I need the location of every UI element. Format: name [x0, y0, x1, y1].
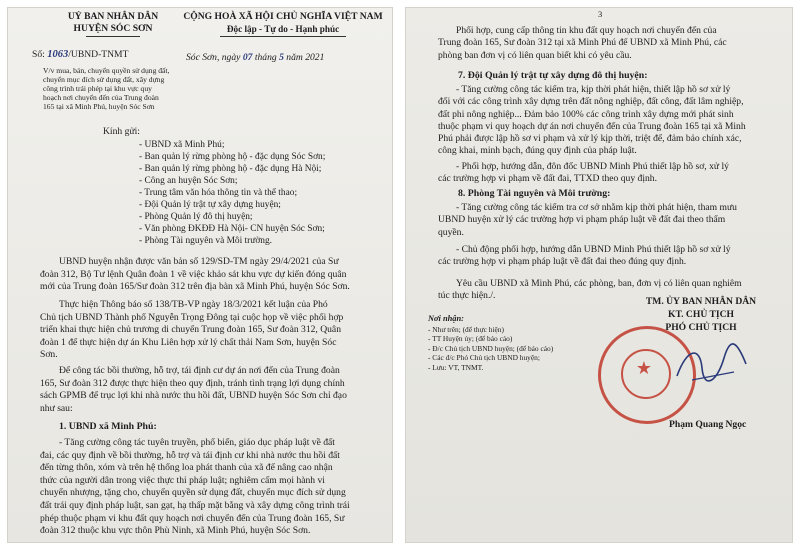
recipient-item: - Đ/c Chủ tịch UBND huyện; (để báo cáo)	[428, 343, 554, 353]
recipient-item: - Ban quản lý rừng phòng hộ - đặc dụng Sóc Sơn;	[139, 152, 326, 162]
section-body: - Chủ động phối hợp, hướng dẫn UBND Minh Phú thiết lập hồ sơ xử lý các trường hợp vi phạm pháp luật về đất đai theo đúng quy định.	[438, 244, 731, 268]
signer-name: Phạm Quang Ngọc	[669, 419, 747, 430]
star-icon: ★	[635, 358, 653, 378]
recipient-item: - Các đ/c Phó Chủ tịch UBND huyện;	[428, 353, 540, 363]
handwritten-signature-icon	[672, 338, 752, 388]
nation-title: CỘNG HOÀ XÃ HỘI CHỦ NGHĨA VIỆT NAM	[183, 11, 383, 22]
recipient-item: - Công an huyện Sóc Sơn;	[139, 176, 238, 186]
paragraph-reference: Thực hiện Thông báo số 138/TB-VP ngày 18/3/2021 kết luận của Phó Chủ tịch UBND Thành phố Nguyễn Trọng Đông tại cuộc họp về việc phối hợp triển khai thực hiện chủ trương di chuyển Trung đoàn 165, Sư đoàn 312, Quân đoàn 1 để thực hiện dự án Khu Liên hợp xử lý chất thải Nam Sơn, huyện Sóc Sơn.	[40, 299, 344, 360]
page-number: 3	[598, 9, 603, 19]
paragraph-intro: UBND huyện nhận được văn bản số 129/SD-TM ngày 29/4/2021 của Sư đoàn 312, Bộ Tư lệnh Quân đoàn 1 về việc khảo sát khu vực dự kiến đóng quân mới của Trung đoàn 165/Sư đoàn 312 trên địa bàn xã Minh Phú, huyện Sóc Sơn.	[40, 256, 350, 292]
recipient-item: - Phòng Quản lý đô thị huyện;	[139, 212, 253, 222]
subject-line: chuyển mục đích sử dụng đất, xây dựng	[43, 75, 165, 84]
issuer-line-2: HUYỆN SÓC SƠN	[73, 23, 153, 34]
recipient-item: - Như trên; (để thực hiện)	[428, 325, 504, 334]
date-month-handwritten: 5	[279, 52, 284, 63]
signature-title-2: PHÓ CHỦ TỊCH	[665, 322, 737, 333]
doc-number-handwritten: 1063	[47, 49, 69, 60]
subject-line: 165 tại xã Minh Phú, huyện Sóc Sơn	[43, 102, 155, 111]
doc-number	[32, 49, 128, 61]
recipients-title: Nơi nhận:	[428, 314, 464, 323]
issuer-underline	[86, 36, 140, 37]
closing-request: Yêu cầu UBND xã Minh Phú, các phòng, ban, đơn vị có liên quan nghiêm túc thực hiện./.	[438, 278, 742, 302]
subject-line: công trình trái phép tại khu vực quy	[43, 84, 152, 93]
subject-line: V/v mua, bán, chuyển quyền sử dụng đất,	[43, 66, 170, 75]
section-heading: 7. Đội Quản lý trật tự xây dựng đô thị huyện:	[458, 70, 648, 81]
signature-title-1: KT. CHỦ TỊCH	[667, 309, 734, 320]
recipient-item: - Văn phòng ĐKĐĐ Hà Nội- CN huyện Sóc Sơn;	[139, 224, 325, 234]
section-heading: 1. UBND xã Minh Phú:	[59, 421, 157, 432]
issuer-line-1: UỶ BAN NHÂN DÂN	[67, 11, 159, 22]
recipient-item: - UBND xã Minh Phú;	[139, 140, 225, 150]
signature-org: TM. ỦY BAN NHÂN DÂN	[645, 296, 757, 307]
recipient-item: - TT Huyện ủy; (để báo cáo)	[428, 334, 513, 344]
section-body: - Phối hợp, hướng dẫn, đôn đốc UBND Minh Phú thiết lập hồ sơ, xử lý các trường hợp vi phạm về đất đai, TTXD theo quy định.	[438, 161, 729, 185]
subject-line: hoạch nơi chuyển đến của Trung đoàn	[43, 93, 159, 102]
recipient-item: - Đội Quản lý trật tự xây dựng huyện;	[139, 200, 281, 210]
paragraph-continued: Phối hợp, cung cấp thông tin khu đất quy hoạch nơi chuyển đến của Trung đoàn 165, Sư đoàn 312 tại xã Minh Phú để UBND xã Minh Phú, các phòng ban đơn vị có liên quan biết khi có yêu cầu.	[438, 25, 727, 61]
section-heading: 8. Phòng Tài nguyên và Môi trường:	[458, 188, 611, 199]
motto-underline	[220, 36, 346, 37]
section-body: - Tăng cường công tác tuyên truyền, phổ biến, giáo dục pháp luật về đất đai, các quy định về bồi thường, hỗ trợ và tái định cư khi nhà nước thu hồi đất đến từng thôn, xóm và trên hệ thống loa phát thanh của xã để nâng cao nhận thức của người dân trong việc thực thi pháp luật; nghiêm cấm mọi hành vi chuyển nhượng, tặng cho, chuyển quyền sử dụng đất, chuyển mục đích sử dụng đất trái quy định pháp luật, san gạt, hạ thấp mặt bằng và xây dựng công trình trái phép thuộc phạm vi khu đất quy hoạch nơi chuyển đến của Trung đoàn 165, Sư đoàn 312 thuộc khu vực thôn Phù Ninh, xã Minh Phú, huyện Sóc Sơn.	[40, 437, 350, 537]
recipients-list	[428, 325, 553, 372]
section-body: - Tăng cường công tác kiểm tra cơ sở nhằm kịp thời phát hiện, tham mưu UBND huyện xử lý các trường hợp vi phạm pháp luật về đất đai theo thẩm quyền.	[438, 202, 737, 238]
doc-number-suffix: /UBND-TNMT	[68, 49, 129, 60]
doc-date: Sóc Sơn, ngày 07 tháng 5 năm 2021	[186, 52, 325, 63]
doc-number-label: Số:	[32, 49, 45, 60]
recipient-item: - Trung tâm văn hóa thông tin và thể thao;	[139, 188, 298, 198]
recipient-item: - Lưu: VT, TNMT.	[428, 362, 484, 372]
section-body: - Tăng cường công tác kiểm tra, kịp thời phát hiện, thiết lập hồ sơ xử lý đối với các công trình xây dựng trên đất nông nghiệp, đất công, đất lâm nghiệp, đất phi nông nghiệp... Đảm bảo 100% các công trình xây dựng mới phát sinh thuộc phạm vi quy hoạch dự án nơi chuyển đến của Trung đoàn 165 tại xã Minh Phú phải được lập hồ sơ vi phạm và xử lý kịp thời, triệt để, đảm bảo chính xác, công khai, minh bạch, đúng quy định của pháp luật.	[438, 84, 746, 157]
date-day-handwritten: 07	[242, 52, 253, 63]
paragraph-directive: Để công tác bồi thường, hỗ trợ, tái định cư dự án nơi đến của Trung đoàn 165, Sư đoàn 312 được thực hiện theo quy định, tránh tình trạng lợi dụng chính sách GPMB để trục lợi khi nhà nước thu hồi đất, UBND huyện Sóc Sơn chỉ đạo như sau:	[40, 365, 347, 414]
recipient-item: - Phòng Tài nguyên và Môi trường.	[139, 236, 273, 246]
salutation: Kính gửi:	[103, 126, 140, 137]
recipient-item: - Ban quản lý rừng phòng hộ - đặc dụng Hà Nội;	[139, 164, 322, 174]
nation-motto: Độc lập - Tự do - Hạnh phúc	[226, 24, 340, 34]
